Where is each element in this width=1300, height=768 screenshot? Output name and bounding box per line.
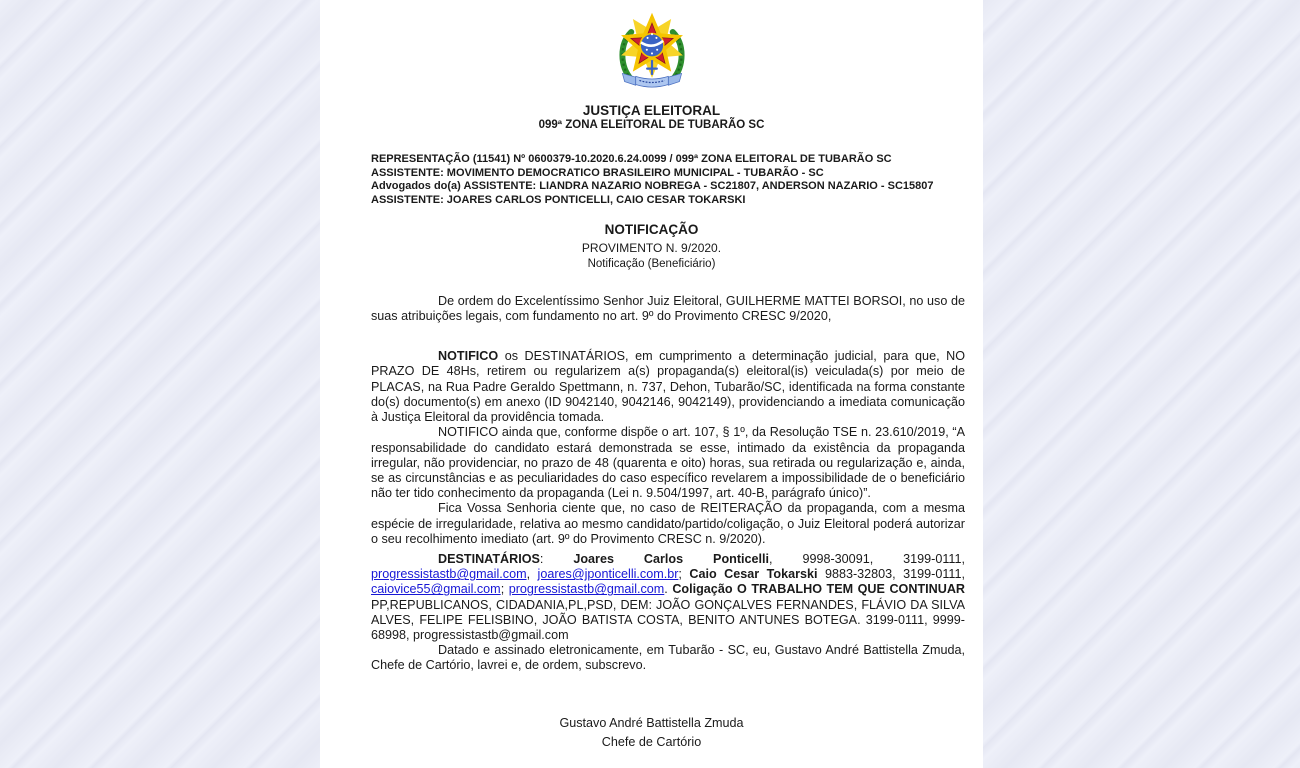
- text-run: 9883-32803, 3199-0111,: [817, 567, 965, 582]
- text-run: :: [539, 551, 574, 566]
- text-run: .: [664, 582, 673, 597]
- bold-text-run: Coligação O TRABALHO TEM QUE CONTINUAR: [672, 582, 966, 597]
- body-paragraph-notifico: [371, 349, 965, 425]
- case-info-line-assistente: ASSISTENTE: MOVIMENTO DEMOCRATICO BRASILEIRO MUNICIPAL - TUBARÃO - SC: [371, 166, 824, 179]
- body-paragraph-datado: [371, 643, 965, 673]
- bold-text-run: Caio Cesar Tokarski: [689, 567, 818, 582]
- header-org-title: JUSTIÇA ELEITORAL: [582, 103, 721, 118]
- signature-name: Gustavo André Battistella Zmuda: [559, 715, 744, 730]
- text-run: De ordem do Excelentíssimo Senhor Juiz Eleitoral, GUILHERME MATTEI BORSOI, no uso de suas atribuições legais, com fundamento no art. 9º do Provimento CRESC 9/2020,: [371, 293, 965, 324]
- document-body: [371, 294, 965, 674]
- signature-block: [320, 714, 983, 753]
- text-run: os DESTINATÁRIOS, em cumprimento a determinação judicial, para que, NO PRAZO DE 48Hs, retirem ou regularizem a(s) propaganda(s) eleitoral(is) veiculada(s) por meio de PLACAS, na Rua Padre Geraldo Spettmann, n. 737, Dehon, Tubarão/SC, identificada na forma constante do(s) documento(s) em anexo (ID 9042140, 9042146, 9042149), providenciando a imediata comunicação à Justiça Eleitoral da providência tomada.: [371, 349, 965, 425]
- document-subtitle-tipo: Notificação (Beneficiário): [587, 258, 716, 271]
- text-run: , 9998-30091, 3199-0111,: [769, 551, 965, 566]
- body-paragraph-notifico-ainda: [371, 425, 965, 501]
- text-run: ,: [526, 567, 538, 582]
- text-run: ;: [500, 582, 509, 597]
- document-page: [320, 0, 983, 768]
- document-header: [320, 103, 983, 132]
- text-run: PP,REPUBLICANOS, CIDADANIA,PL,PSD, DEM: JOÃO GONÇALVES FERNANDES, FLÁVIO DA SILVA ALVES, FELIPE FELISBINO, JOÃO BATISTA COSTA, BENITO ANTUNES BOTEGA. 3199-0111, 9999-68998, progressistastb@gmail.com: [371, 597, 965, 642]
- emblem-container: [320, 0, 983, 95]
- brazil-coat-of-arms-icon: [615, 11, 689, 90]
- text-run: ;: [678, 567, 690, 582]
- text-run: Fica Vossa Senhoria ciente que, no caso de REITERAÇÃO da propaganda, com a mesma espécie de irregularidade, relativa ao mesmo candidato/partido/coligação, o Juiz Eleitoral poderá autorizar o seu recolhimento imediato (art. 9º do Provimento CRESC n. 9/2020).: [371, 501, 965, 546]
- case-info-line-assistente2: ASSISTENTE: JOARES CARLOS PONTICELLI, CAIO CESAR TOKARSKI: [371, 193, 746, 206]
- body-paragraph-destinatarios: [371, 552, 965, 643]
- title-block: [320, 222, 983, 271]
- case-info-line-process: REPRESENTAÇÃO (11541) Nº 0600379-10.2020.6.24.0099 / 099ª ZONA ELEITORAL DE TUBARÃO SC: [371, 153, 892, 165]
- bold-text-run: NOTIFICO: [438, 349, 499, 364]
- body-paragraph-reiteracao: [371, 501, 965, 547]
- document-subtitle-provimento: PROVIMENTO N. 9/2020.: [581, 241, 722, 256]
- case-info-line-advogados: Advogados do(a) ASSISTENTE: LIANDRA NAZARIO NOBREGA - SC21807, ANDERSON NAZARIO - SC15807: [371, 180, 934, 193]
- header-zone-title: 099ª ZONA ELEITORAL DE TUBARÃO SC: [538, 119, 765, 131]
- case-info-block: [371, 153, 965, 207]
- email-link[interactable]: caiovice55@gmail.com: [371, 582, 501, 597]
- text-run: NOTIFICO ainda que, conforme dispõe o art. 107, § 1º, da Resolução TSE n. 23.610/2019, “A responsabilidade do candidato estará demonstrada se esse, intimado da existência da propaganda irregular, não providenciar, no prazo de 48 (quarenta e oito) horas, sua retirada ou regularização e, ainda, se as circunstâncias e as peculiaridades do caso específico revelarem a impossibilidade de o beneficiário não ter tido conhecimento da propaganda (Lei n. 9.504/1997, art. 40-B, parágrafo único)”.: [371, 425, 965, 501]
- email-link[interactable]: joares@jponticelli.com.br: [537, 567, 679, 582]
- document-title: NOTIFICAÇÃO: [604, 222, 699, 238]
- text-run: Datado e assinado eletronicamente, em Tubarão - SC, eu, Gustavo André Battistella Zmuda, Chefe de Cartório, lavrei e, de ordem, subscrevo.: [371, 643, 965, 673]
- email-link[interactable]: progressistastb@gmail.com: [371, 567, 527, 582]
- bold-text-run: Joares Carlos Ponticelli: [573, 551, 770, 566]
- body-paragraph-ordem: [371, 294, 965, 324]
- email-link[interactable]: progressistastb@gmail.com: [508, 582, 665, 597]
- bold-text-run: DESTINATÁRIOS: [438, 551, 540, 566]
- signature-role: Chefe de Cartório: [601, 735, 702, 750]
